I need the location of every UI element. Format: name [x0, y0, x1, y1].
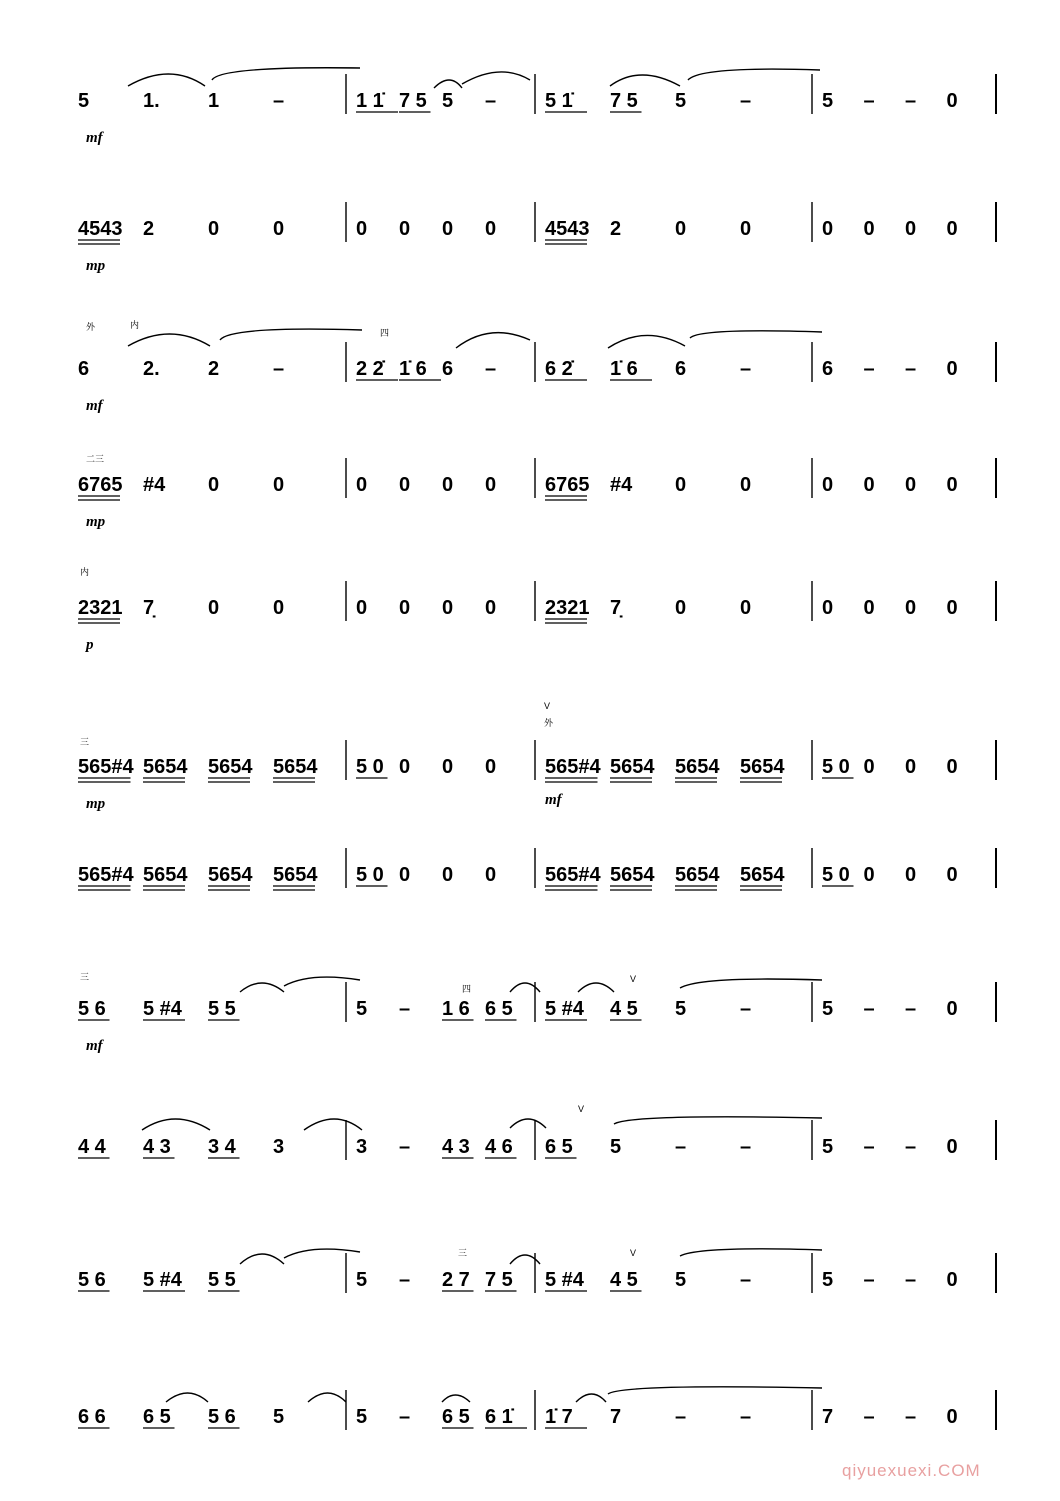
note-beat: 6 2̇: [545, 358, 573, 380]
note-beat: 0: [273, 474, 285, 496]
note-beat: 5: [675, 1269, 687, 1291]
note-beat: 0: [740, 597, 752, 619]
note-beat: 5654: [675, 756, 720, 778]
note-beat: 565#4: [545, 756, 601, 778]
note-beat: 5654: [610, 864, 655, 886]
note-beat: 1.: [143, 90, 160, 112]
note-beat: 6765: [78, 474, 123, 496]
note-beat: 5654: [610, 756, 655, 778]
note-beat: –: [863, 1136, 875, 1158]
note-beat: 5 6: [78, 1269, 106, 1291]
note-beat: 5 5: [208, 998, 236, 1020]
note-beat: 5 0: [356, 756, 384, 778]
note-beat: 2: [208, 358, 220, 380]
dynamic-mark: mf: [86, 398, 103, 414]
note-beat: –: [399, 1136, 411, 1158]
note-beat: 5 0: [356, 864, 384, 886]
note-beat: 0: [946, 597, 958, 619]
note-beat: 2321: [545, 597, 590, 619]
note-beat: 6: [442, 358, 454, 380]
note-beat: 0: [399, 218, 411, 240]
note-beat: 4 3: [143, 1136, 171, 1158]
note-beat: 0: [485, 864, 497, 886]
note-beat: 7 5: [399, 90, 427, 112]
note-beat: 565#4: [545, 864, 601, 886]
note-beat: –: [740, 90, 752, 112]
technique-mark: 外: [86, 322, 96, 332]
note-beat: 0: [675, 474, 687, 496]
note-beat: 0: [208, 597, 220, 619]
note-beat: 4 5: [610, 998, 638, 1020]
note-beat: 0: [399, 474, 411, 496]
note-beat: 5: [822, 998, 834, 1020]
note-beat: 0: [905, 756, 917, 778]
note-beat: 5: [442, 90, 454, 112]
breath-mark: V: [544, 701, 551, 711]
dynamic-mark: mf: [86, 1038, 103, 1054]
note-beat: 5 0: [822, 756, 850, 778]
note-beat: 0: [946, 864, 958, 886]
note-beat: 1̇ 7: [545, 1406, 573, 1428]
note-beat: #4: [143, 474, 166, 496]
note-beat: –: [863, 1406, 875, 1428]
note-beat: –: [740, 1269, 752, 1291]
note-beat: –: [863, 1269, 875, 1291]
note-beat: 0: [208, 218, 220, 240]
note-beat: 0: [442, 597, 454, 619]
note-beat: 0: [946, 90, 958, 112]
note-beat: 5654: [143, 756, 188, 778]
note-beat: 0: [273, 597, 285, 619]
note-beat: –: [675, 1136, 687, 1158]
note-beat: 0: [905, 864, 917, 886]
note-beat: 2 2̇: [356, 358, 384, 380]
note-beat: 0: [905, 474, 917, 496]
note-beat: 6: [822, 358, 834, 380]
note-beat: –: [273, 90, 285, 112]
note-beat: 3: [356, 1136, 368, 1158]
note-beat: 7 5: [610, 90, 638, 112]
note-beat: –: [863, 998, 875, 1020]
note-beat: 0: [946, 1136, 958, 1158]
technique-mark: 二三: [86, 454, 105, 464]
technique-mark: 三: [458, 1248, 468, 1258]
breath-mark: V: [578, 1104, 585, 1114]
note-beat: 4 6: [485, 1136, 513, 1158]
note-beat: –: [740, 1136, 752, 1158]
note-beat: 5: [78, 90, 90, 112]
note-beat: 0: [946, 358, 958, 380]
note-beat: 5654: [273, 864, 318, 886]
note-beat: 5: [273, 1406, 285, 1428]
dynamic-mark: mf: [545, 792, 562, 808]
note-beat: 5 6: [208, 1406, 236, 1428]
note-beat: 0: [208, 474, 220, 496]
note-beat: –: [863, 358, 875, 380]
technique-mark: 四: [462, 984, 472, 994]
note-beat: 5: [822, 90, 834, 112]
note-beat: 0: [442, 756, 454, 778]
note-beat: 0: [822, 474, 834, 496]
note-beat: 6: [78, 358, 90, 380]
note-beat: 5 #4: [143, 998, 182, 1020]
note-beat: 0: [905, 218, 917, 240]
note-beat: 4543: [78, 218, 123, 240]
technique-mark: 三: [80, 972, 90, 982]
note-beat: –: [740, 998, 752, 1020]
note-beat: 0: [946, 1269, 958, 1291]
note-beat: 5: [822, 1269, 834, 1291]
note-beat: 2321: [78, 597, 123, 619]
breath-mark: V: [630, 1248, 637, 1258]
note-beat: 1̇ 6: [399, 358, 427, 380]
note-beat: 0: [946, 1406, 958, 1428]
note-beat: 0: [399, 864, 411, 886]
technique-mark: 内: [80, 567, 90, 577]
note-beat: –: [399, 1406, 411, 1428]
note-beat: 5: [356, 1406, 368, 1428]
dynamic-mark: mp: [86, 796, 106, 812]
note-beat: 5654: [273, 756, 318, 778]
note-beat: 0: [675, 597, 687, 619]
dynamic-mark: mp: [86, 258, 106, 274]
note-beat: 0: [399, 756, 411, 778]
note-beat: 7: [610, 1406, 622, 1428]
note-beat: 6 5: [485, 998, 513, 1020]
note-beat: 2: [143, 218, 155, 240]
note-beat: 5654: [740, 864, 785, 886]
note-beat: 0: [442, 474, 454, 496]
note-beat: 5: [610, 1136, 622, 1158]
note-beat: 1 6: [442, 998, 470, 1020]
note-beat: 0: [485, 474, 497, 496]
note-beat: 0: [863, 864, 875, 886]
score-systems: [78, 74, 996, 1430]
note-beat: 6 6: [78, 1406, 106, 1428]
note-beat: 2.: [143, 358, 160, 380]
note-beat: 0: [356, 474, 368, 496]
note-beat: 5: [822, 1136, 834, 1158]
note-beat: 0: [863, 474, 875, 496]
note-beat: 0: [946, 218, 958, 240]
technique-mark: 三: [80, 737, 90, 747]
note-beat: 3 4: [208, 1136, 236, 1158]
note-beat: 6 1̇: [485, 1406, 513, 1428]
note-beat: 0: [822, 597, 834, 619]
note-beat: –: [905, 1406, 917, 1428]
note-beat: 2: [610, 218, 622, 240]
score-annotations: [80, 319, 636, 1258]
note-beat: 0: [905, 597, 917, 619]
note-beat: –: [863, 90, 875, 112]
note-beat: 0: [485, 756, 497, 778]
note-beat: 0: [485, 597, 497, 619]
technique-mark: 四: [380, 328, 390, 338]
note-beat: 4 4: [78, 1136, 106, 1158]
note-beat: –: [740, 358, 752, 380]
note-beat: 5: [356, 1269, 368, 1291]
note-beat: 5654: [208, 756, 253, 778]
note-beat: 6765: [545, 474, 590, 496]
note-beat: 0: [863, 597, 875, 619]
note-beat: 5: [675, 998, 687, 1020]
note-beat: 0: [485, 218, 497, 240]
note-beat: 5654: [675, 864, 720, 886]
note-beat: 0: [442, 218, 454, 240]
note-beat: 7̣: [610, 597, 622, 619]
note-beat: 6: [675, 358, 687, 380]
note-beat: 0: [946, 756, 958, 778]
dynamic-mark: mp: [86, 514, 106, 530]
dynamic-mark: mf: [86, 130, 103, 146]
note-beat: 0: [356, 218, 368, 240]
note-beat: –: [399, 1269, 411, 1291]
note-beat: –: [273, 358, 285, 380]
note-beat: –: [905, 358, 917, 380]
note-beat: 5 #4: [545, 998, 584, 1020]
note-beat: –: [905, 1269, 917, 1291]
note-beat: 7̣: [143, 597, 155, 619]
note-beat: 5 #4: [545, 1269, 584, 1291]
note-beat: –: [905, 90, 917, 112]
note-beat: 5 1̇: [545, 90, 573, 112]
note-beat: 0: [863, 756, 875, 778]
note-beat: 0: [399, 597, 411, 619]
note-beat: #4: [610, 474, 633, 496]
note-beat: –: [740, 1406, 752, 1428]
note-beat: 6 5: [545, 1136, 573, 1158]
note-beat: –: [675, 1406, 687, 1428]
note-beat: 5 #4: [143, 1269, 182, 1291]
slurs: [128, 68, 822, 1402]
note-beat: –: [905, 1136, 917, 1158]
note-beat: 1: [208, 90, 220, 112]
note-beat: 0: [740, 218, 752, 240]
note-beat: 1 1̇: [356, 90, 384, 112]
note-beat: 6 5: [143, 1406, 171, 1428]
note-beat: 0: [273, 218, 285, 240]
note-beat: 6 5: [442, 1406, 470, 1428]
note-beat: 0: [822, 218, 834, 240]
note-beat: 0: [946, 474, 958, 496]
note-beat: 5 5: [208, 1269, 236, 1291]
note-beat: 0: [946, 998, 958, 1020]
note-beat: 0: [740, 474, 752, 496]
note-beat: 7: [822, 1406, 834, 1428]
breath-mark: V: [630, 974, 637, 984]
note-beat: 0: [442, 864, 454, 886]
note-beat: 565#4: [78, 864, 134, 886]
technique-mark: 外: [544, 718, 554, 728]
note-beat: 5654: [740, 756, 785, 778]
dynamic-mark: p: [86, 637, 94, 653]
note-beat: 1̇ 6: [610, 358, 638, 380]
note-beat: 0: [675, 218, 687, 240]
note-beat: 5: [675, 90, 687, 112]
note-beat: 5654: [143, 864, 188, 886]
note-beat: 0: [356, 597, 368, 619]
note-beat: 4543: [545, 218, 590, 240]
technique-mark: 内: [130, 320, 140, 330]
note-beat: 5: [356, 998, 368, 1020]
note-beat: –: [399, 998, 411, 1020]
note-beat: –: [485, 90, 497, 112]
note-beat: 7 5: [485, 1269, 513, 1291]
note-beat: –: [905, 998, 917, 1020]
note-beat: 565#4: [78, 756, 134, 778]
note-beat: 4 3: [442, 1136, 470, 1158]
note-beat: 4 5: [610, 1269, 638, 1291]
note-beat: 3: [273, 1136, 285, 1158]
note-beat: 5 6: [78, 998, 106, 1020]
note-beat: 2 7: [442, 1269, 470, 1291]
note-beat: 0: [863, 218, 875, 240]
note-beat: –: [485, 358, 497, 380]
watermark: qiyuexuexi.COM: [842, 1461, 981, 1480]
note-beat: 5654: [208, 864, 253, 886]
note-beat: 5 0: [822, 864, 850, 886]
